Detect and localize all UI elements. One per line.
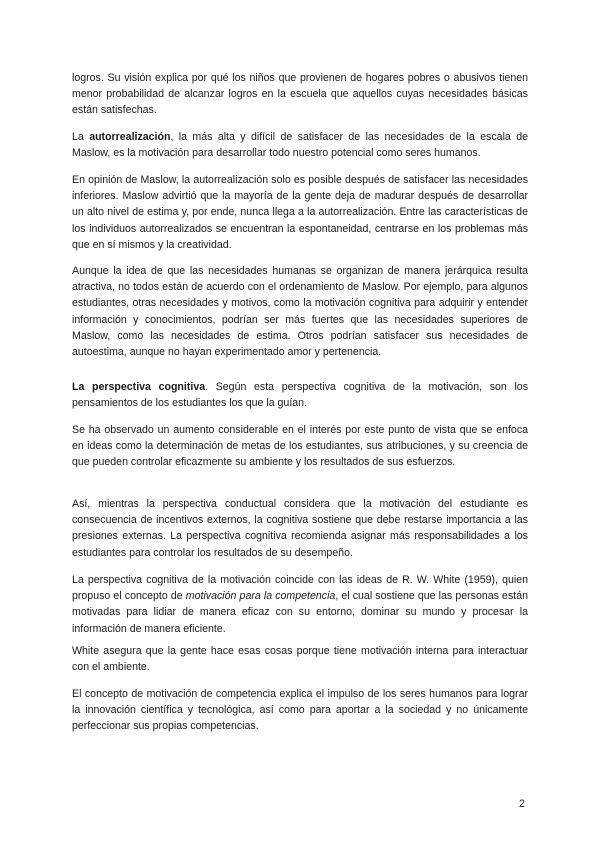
text-run: , el cual sostiene que las (335, 590, 453, 603)
text-run: quien propuso el concepto de (72, 574, 528, 603)
text-line: pensamientos de los estudiantes los que la guían. (72, 397, 307, 410)
paragraph-perspectiva-cognitiva (72, 379, 528, 411)
paragraph-jerarquia (72, 263, 528, 360)
text-line: y su creencia de que pueden controlar eficazmente su ambiente y los resultados de sus (72, 440, 528, 469)
paragraph-white-1959 (72, 572, 528, 637)
text-line: tienen menor probabilidad de alcanzar logros en la escuela que aquellos cuyas necesidades (72, 72, 528, 101)
text-line: En opinión de Maslow, la autorrealización solo es posible después de satisfacer las (72, 174, 466, 186)
text-line: logros. Su visión explica por qué los niños que provienen de hogares pobres o abusivos (72, 72, 496, 84)
bold-term-autorrealizacion: autorrealización (89, 131, 171, 143)
text-line: Así, mientras la perspectiva conductual considera que la motivación del estudiante es (72, 498, 528, 510)
paragraph-autorrealizacion (72, 129, 528, 161)
text-line: centrarse en los problemas más que en sí mismos y la creatividad. (72, 222, 528, 251)
text-line: las presiones externas. La perspectiva cognitiva recomienda asignar más responsabilidades (72, 514, 528, 543)
text-line: necesidades superiores de Maslow, como las necesidades de estima. Otros podrían (72, 313, 528, 342)
text-line: consecuencia de incentivos externos, la cognitiva sostiene que debe restarse importancia a (72, 514, 511, 527)
text-line: satisfacer sus necesidades de autoestima, aunque no hayan experimentado amor y (72, 329, 529, 359)
text-run: . Según esta perspectiva cognitiva de la motivación, son los (205, 381, 528, 393)
paragraph-perspectiva-conductual (72, 496, 528, 561)
text-line: necesidades inferiores. Maslow advirtió que la mayoría de la gente deja de madurar (72, 174, 528, 203)
text-line: Entre las características de los individuos autorrealizados se encuentran la espontaneidad, (72, 206, 528, 235)
text-line: a los estudiantes para controlar los resultados de su desempeño. (72, 530, 528, 559)
text-line: Se ha observado un aumento considerable en el interés por este punto de vista que se (72, 424, 493, 436)
paragraph-white-asegura (72, 643, 528, 675)
text-line: White asegura que la gente hace esas cosas porque tiene motivación interna para (72, 645, 474, 657)
text-line: lograr la innovación científica y tecnológica, así como para aportar a la sociedad y no (72, 688, 528, 717)
text-line: personas están motivadas para lidiar de manera eficaz con su entorno, dominar su mundo y (72, 590, 528, 619)
italic-term-motivacion-competencia: motivación para la competencia (185, 590, 336, 603)
text-run: , la más alta y difícil de satisfacer de las necesidades de la escala de (170, 131, 528, 143)
text-line: enfoca en ideas como la determinación de metas de los estudiantes, sus atribuciones, (72, 424, 529, 453)
text-line: atractiva, no todos están de acuerdo con el ordenamiento de Maslow. Por ejemplo, para (72, 281, 488, 294)
paragraph-logros (72, 70, 528, 119)
text-line: pertenencia. (322, 346, 382, 359)
bold-heading-perspectiva-cognitiva: La perspectiva cognitiva (72, 381, 206, 393)
page-number: 2 (519, 798, 525, 810)
paragraph-opinion-maslow (72, 172, 528, 253)
text-line: Maslow, es la motivación para desarrollar todo nuestro potencial como seres humanos. (72, 147, 481, 160)
text-line: La perspectiva cognitiva de la motivación coincide con las ideas de R. W. White (1959), (72, 574, 498, 586)
text-line: El concepto de motivación de competencia explica el impulso de los seres humanos para (72, 688, 498, 700)
text-line (72, 131, 528, 143)
paragraph-motivacion-competencia (72, 686, 528, 735)
text-line: después de desarrollar un alto nivel de estima y, por ende, nunca llega a la autorrealización. (72, 190, 528, 219)
text-run: La (72, 131, 90, 143)
text-line: algunos estudiantes, otras necesidades y motivos, como la motivación cognitiva para (72, 281, 528, 310)
text-line: esfuerzos. (406, 456, 456, 469)
text-line: adquirir y entender información y conocimientos, podrían ser más fuertes que las (72, 297, 528, 326)
text-line (72, 381, 528, 393)
paragraph-aumento-interes (72, 422, 528, 471)
text-line: procesar la información de manera eficiente. (72, 606, 528, 635)
text-line: Aunque la idea de que las necesidades humanas se organizan de manera jerárquica resulta (72, 265, 528, 277)
text-line: interactuar con el ambiente. (72, 645, 528, 674)
text-line: únicamente perfeccionar sus propias competencias. (72, 704, 528, 733)
text-line: básicas están satisfechas. (72, 88, 528, 117)
